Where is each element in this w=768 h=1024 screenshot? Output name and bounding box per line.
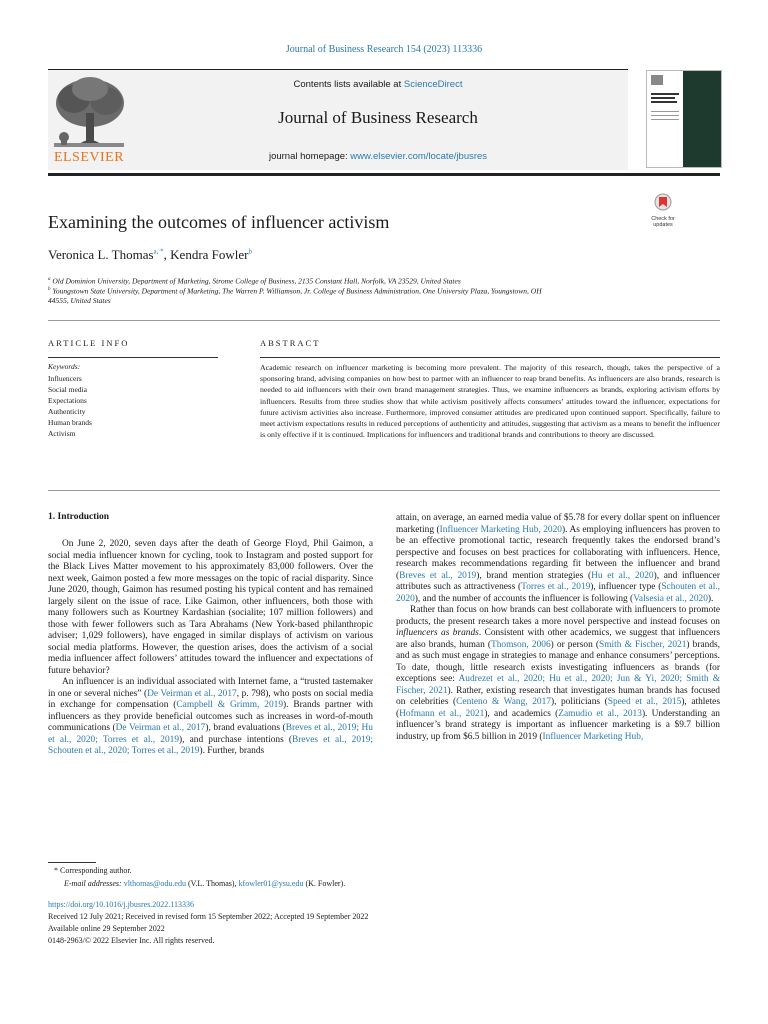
body-paragraph: [396, 605, 720, 743]
author-separator: ,: [163, 247, 171, 262]
divider: [48, 357, 218, 358]
affiliation-b: [48, 285, 648, 297]
email-label: E-mail addresses:: [64, 879, 124, 888]
journal-title: Journal of Business Research: [278, 108, 478, 127]
author-name[interactable]: Kendra Fowler: [170, 247, 249, 262]
footnote-rule: [48, 862, 96, 863]
citation-link[interactable]: Audrezet et al., 2020; Hu et al., 2020; Jun & Yi, 2020; Smith & Fischer, 2021: [396, 674, 720, 696]
footnote-marker: *: [54, 866, 58, 875]
keywords-label: Keywords:: [48, 362, 81, 371]
keyword: Social media: [48, 385, 87, 394]
keyword: Human brands: [48, 418, 92, 427]
copyright-notice: 0148-2963/© 2022 Elsevier Inc. All rights reserved.: [48, 936, 215, 945]
affiliation-text: Youngstown State University, Department of Marketing, The Warren P. Williamson, Jr. College of Business Administration, One University Plaza, Youngstown, OH: [52, 286, 542, 296]
email-owner: (K. Fowler).: [303, 879, 346, 888]
elsevier-wordmark: ELSEVIER: [53, 150, 125, 165]
keyword: Authenticity: [48, 407, 86, 416]
divider: [260, 357, 720, 358]
abstract-text: Academic research on influencer marketing is becoming more prevalent. The majority of this research, though, takes the perspective of a sponsoring brand, advising companies on how best to partner with an influencer to reap brand benefits. As influencers are also brands, research is needed to aid influencers with their own brand management strategies. Thus, we examine influencers as brands, exploring activism efforts by influencers. Results from three studies show that while activism positively affects consumers’ attitudes toward the influencer, expectations for future activism activities also increase. Furthermore, improved consumer attitudes are predicated upon continued support. Specifically, failure to meet activism expectations results in reduced perceptions of authenticity and attitudes, suggesting that activism as a means to benefit the influencer is only effective if it is continued. Implications for influencers and traditional brands and contributions to theory are discussed.: [260, 363, 720, 440]
email-link[interactable]: vlthomas@odu.edu: [123, 879, 186, 888]
check-updates-icon: [652, 193, 674, 211]
keyword: Influencers: [48, 374, 82, 383]
check-for-updates-button[interactable]: [646, 193, 680, 227]
affiliation-text: Old Dominion University, Department of Marketing, Strome College of Business, 2135 Constant Hall, Norfolk, VA 23529, United States: [52, 276, 461, 286]
citation-link[interactable]: Schouten et al., 2020: [396, 582, 720, 604]
body-text: ).: [707, 593, 714, 604]
citation-link[interactable]: Speed et al., 2015: [607, 697, 682, 707]
body-text: Rather than focus on how brands can best collaborate with influencers to promote products, the present research takes a more novel perspective and instead focuses on: [396, 605, 720, 627]
body-text: ), brand evaluations (: [205, 723, 286, 733]
citation-link[interactable]: Zamudio et al., 2013: [558, 708, 642, 719]
citation-link[interactable]: De Veirman et al., 2017: [147, 688, 237, 699]
author-name[interactable]: Veronica L. Thomas: [48, 247, 154, 262]
divider: [48, 490, 720, 491]
citation-link[interactable]: Torres et al., 2019: [521, 582, 591, 592]
body-text: attain, on average, an earned media value of $5.78 for every dollar spent on influencer marketing (: [396, 513, 720, 535]
citation-link[interactable]: Thomson, 2006: [491, 639, 551, 650]
footnote-text: Corresponding author.: [60, 866, 132, 875]
journal-citation-link[interactable]: Journal of Business Research 154 (2023) 113336: [285, 44, 483, 55]
body-paragraph: On June 2, 2020, seven days after the death of George Floyd, Phil Gaimon, a social media influencer known for cycling, took to Instagram and posted support for the Black Lives Matter movement to his approximately 83,000 followers. Over the next week, Gaimon posted a few more messages on the topic of racial disparity. Since June 2020, though, Gaimon has resumed posting his typical content and has remained largely silent on the issue of race. Like Gaimon, other influencers, both those with many followers such as Kourtney Kardashian (socialite; 107 million followers) and those with fewer followers such as Tara Abrahams (New York-based philanthropic adviser; 1,029 followers), have engaged in similar displays of activism on various social media platforms. However, the question arises, does the activism of a social media influencer affect followers’ attitudes toward the influencer and expectations of future behavior?: [48, 539, 373, 676]
available-online-date: Available online 29 September 2022: [48, 924, 165, 933]
body-text: ), and influencer attributes such as attractiveness (: [396, 570, 720, 592]
email-addresses-note: [64, 878, 345, 889]
homepage-link[interactable]: www.elsevier.com/locate/jbusres: [350, 151, 488, 162]
citation-link[interactable]: Valsesia et al., 2020: [633, 593, 708, 604]
body-right-column: [396, 513, 720, 743]
corresponding-author-note: [54, 865, 132, 876]
body-text: ) brands, and as such must engage in strategies to manage and enhance consumers’ perceptions. To date, though, little research exists investigating influencers as brands (for exceptions see:: [396, 639, 720, 684]
citation-link[interactable]: Influencer Marketing Hub, 2020: [439, 524, 562, 535]
body-text: ), and academics (: [484, 708, 559, 719]
body-text: ), politicians (: [550, 697, 608, 707]
citation-link[interactable]: Breves et al., 2019; Hu et al., 2020; Torres et al., 2019: [48, 723, 373, 745]
sciencedirect-link[interactable]: ScienceDirect: [403, 79, 463, 90]
homepage-prefix: journal homepage:: [268, 151, 351, 162]
header-rule: [48, 173, 720, 176]
email-link[interactable]: kfowler01@ysu.edu: [238, 879, 304, 888]
divider: [48, 320, 720, 321]
citation-link[interactable]: Smith & Fischer, 2021: [599, 639, 687, 650]
affiliation-b-continued: 44555, United States: [48, 296, 111, 305]
body-paragraph: [48, 677, 373, 758]
body-text: ), athletes (: [396, 697, 720, 719]
body-text: . Consistent with other academics, we suggest that influencers are also brands, human (: [396, 628, 720, 650]
article-title: Examining the outcomes of influencer activism: [48, 212, 390, 232]
contents-availability: [128, 79, 628, 90]
body-text: ), brand mention strategies (: [476, 570, 592, 581]
journal-cover-image[interactable]: [646, 70, 722, 168]
body-text: ) or person (: [550, 639, 600, 650]
citation-link[interactable]: Hu et al., 2020: [591, 570, 654, 581]
author-affiliation-marker[interactable]: b: [248, 247, 252, 256]
body-text: ), influencer type (: [590, 582, 662, 592]
body-left-column: [48, 539, 373, 758]
section-heading-introduction: 1. Introduction: [48, 512, 110, 522]
article-info-heading: ARTICLE INFO: [48, 338, 130, 348]
abstract-heading: ABSTRACT: [260, 338, 321, 348]
citation-link[interactable]: Breves et al., 2019; Schouten et al., 2020; Torres et al., 2019: [48, 734, 374, 756]
affiliation-marker: a: [48, 277, 51, 282]
body-text: ). Understanding an influencer’s brand strategy is important as influencer marketing is a $9.7 billion industry, up from $6.5 billion in 2019 (: [396, 708, 720, 742]
author-list: [48, 247, 252, 263]
citation-link[interactable]: Campbell & Grimm, 2019: [176, 700, 284, 710]
author-affiliation-marker[interactable]: a, *: [153, 247, 164, 256]
keywords-list: [48, 373, 92, 439]
body-text: ), and the number of accounts the influencer is following (: [414, 593, 634, 604]
email-owner: (V.L. Thomas),: [185, 879, 239, 888]
citation-link[interactable]: Hofmann et al., 2021: [399, 708, 485, 719]
body-text: ). Brands partner with influencers as they provide beneficial outcomes such as increases in word-of-mouth communications (: [48, 700, 373, 733]
citation-link[interactable]: Centeno & Wang, 2017: [456, 697, 551, 707]
body-text: ). Rather, existing research that investigates human brands has focused on celebrities (: [396, 685, 720, 707]
affiliation-marker: b: [48, 287, 51, 292]
received-dates: Received 12 July 2021; Received in revised form 15 September 2022; Accepted 19 September 2022: [48, 912, 369, 921]
body-text: ). As employing influencers has proven to be an effective promotional tactic, research frequently takes the endorsed brand’s perspective and focuses on best practices for collaborating with influencers. Hence, research makes recommendations regarding fit between the influencer and brand (: [396, 524, 721, 581]
check-updates-label: Check for updates: [651, 216, 675, 228]
body-text: An influencer is an individual associated with Internet fame, a “trusted tastemaker in one or several niches” (: [48, 677, 373, 699]
doi-link[interactable]: https://doi.org/10.1016/j.jbusres.2022.113336: [48, 900, 195, 909]
citation-link[interactable]: De Veirman et al., 2017: [115, 723, 206, 733]
body-text: , p. 798), who posts on social media in exchange for compensation (: [48, 688, 373, 710]
body-text: ). Further, brands: [199, 746, 265, 756]
body-emphasis: influencers as brands: [396, 628, 479, 638]
journal-homepage: [128, 151, 628, 162]
contents-prefix: Contents lists available at: [293, 79, 404, 90]
keyword: Activism: [48, 429, 76, 438]
body-paragraph: [396, 513, 720, 605]
citation-link[interactable]: Influencer Marketing Hub,: [542, 731, 644, 742]
keyword: Expectations: [48, 396, 87, 405]
citation-link[interactable]: Breves et al., 2019: [399, 570, 477, 581]
body-text: ), and purchase intentions (: [179, 734, 292, 745]
